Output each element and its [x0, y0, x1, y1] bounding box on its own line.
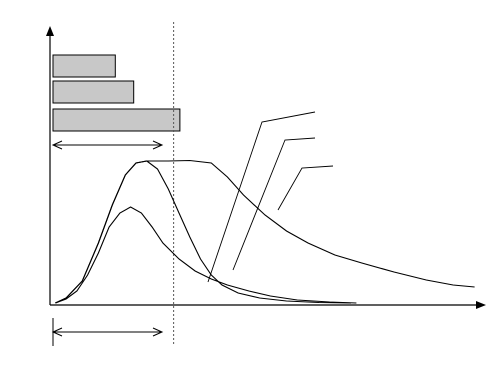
curves	[55, 161, 474, 304]
x-axis-arrowhead	[476, 301, 486, 309]
bar-1	[53, 55, 115, 77]
span-bottom	[53, 318, 162, 346]
series-line-1	[55, 207, 356, 303]
span-top	[53, 141, 162, 149]
callout-3	[278, 166, 333, 210]
bar-2	[53, 81, 134, 103]
series-line-3	[55, 161, 474, 304]
bar-3	[53, 109, 180, 131]
series-line-2	[55, 161, 351, 303]
bars	[53, 55, 180, 131]
callout-2	[233, 138, 315, 270]
callouts	[208, 112, 333, 282]
y-axis-arrowhead	[46, 26, 54, 36]
callout-1	[208, 112, 315, 282]
